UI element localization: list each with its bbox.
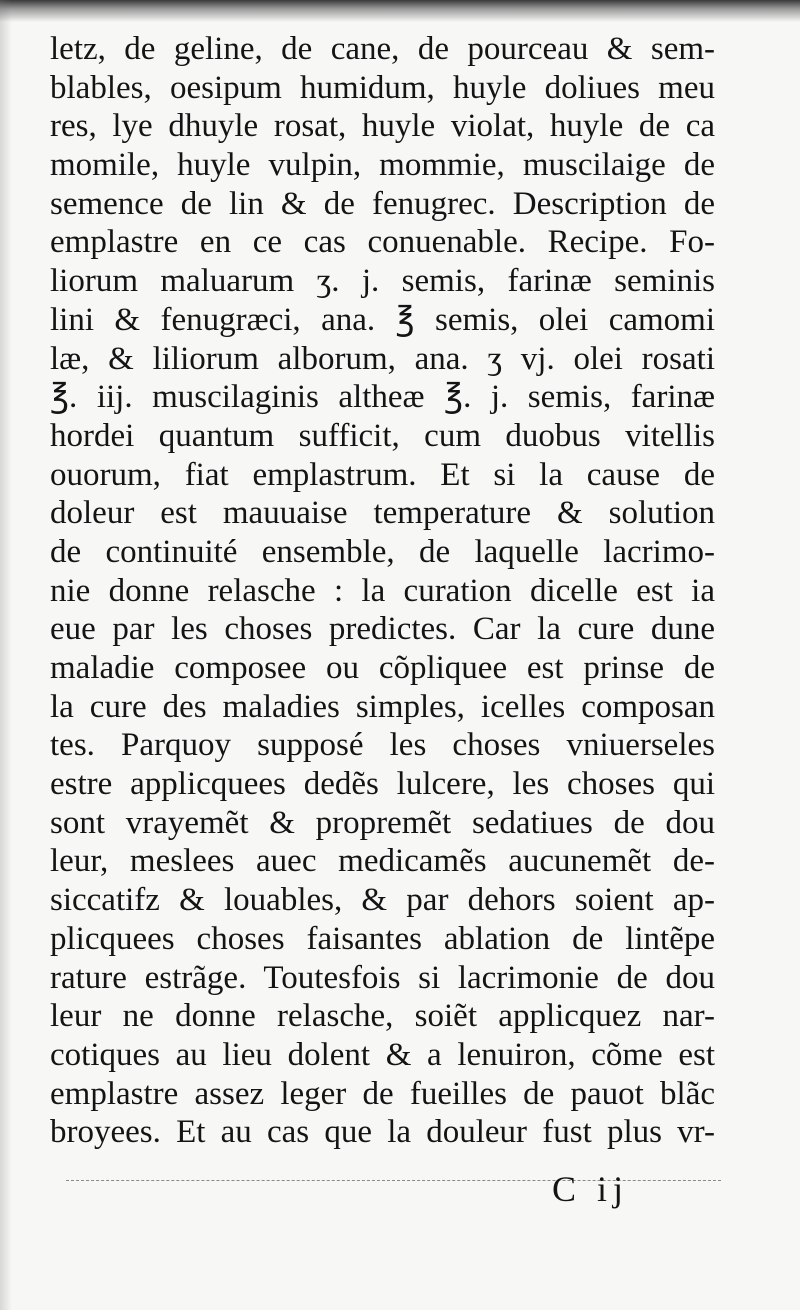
body-text — [50, 30, 715, 1152]
text-line: momile, huyle vulpin, mommie, muscilaige de — [50, 147, 715, 184]
text-line: maladie composee ou cõpliquee est prinse de — [50, 650, 715, 686]
text-line: la cure des maladies simples, icelles composan — [50, 688, 715, 725]
text-line: plicquees choses faisantes ablation de lintẽpe — [50, 920, 715, 957]
text-line: nie donne relasche : la curation dicelle est ia — [50, 572, 715, 609]
signature-mark: C ij — [552, 1169, 630, 1209]
text-line: res, lye dhuyle rosat, huyle violat, huyle de ca — [50, 108, 715, 145]
text-line: hordei quantum sufficit, cum duobus vitellis — [50, 417, 715, 454]
text-line: sont vrayemẽt & propremẽt sedatiues de dou — [50, 804, 715, 841]
text-line: de continuité ensemble, de laquelle lacrimo- — [50, 533, 715, 570]
text-line: estre applicquees dedẽs lulcere, les choses qui — [50, 766, 715, 803]
page-top-shadow — [0, 0, 800, 22]
text-line: siccatifz & louables, & par dehors soient ap- — [50, 882, 715, 919]
text-line: liorum maluarum ʒ. j. semis, farinæ seminis — [50, 263, 715, 300]
text-line: broyees. Et au cas que la douleur fust plus vr- — [50, 1114, 715, 1151]
text-line: letz, de geline, de cane, de pourceau & sem- — [50, 31, 715, 67]
text-line: emplastre assez leger de fueilles de pauot blãc — [50, 1075, 715, 1112]
text-line: ouorum, fiat emplastrum. Et si la cause de — [50, 456, 715, 493]
text-line: eue par les choses predictes. Car la cure dune — [50, 611, 715, 648]
text-line: ℥. iij. muscilaginis altheæ ℥. j. semis, farinæ — [50, 379, 715, 416]
text-line: emplastre en ce cas conuenable. Recipe. Fo- — [50, 224, 715, 261]
text-line: leur, meslees auec medicamẽs aucunemẽt de- — [50, 843, 715, 880]
text-line: tes. Parquoy supposé les choses vniuerseles — [50, 727, 715, 764]
text-line: semence de lin & de fenugrec. Description de — [50, 185, 715, 222]
page-gutter-shadow — [0, 0, 12, 1310]
text-line: cotiques au lieu dolent & a lenuiron, cõme est — [50, 1036, 715, 1073]
text-line: lini & fenugræci, ana. ℥ semis, olei camomi — [50, 301, 715, 338]
text-line: leur ne donne relasche, soiẽt applicquez nar- — [50, 998, 715, 1035]
text-line: rature estrãge. Toutesfois si lacrimonie de dou — [50, 959, 715, 996]
text-line: doleur est mauuaise temperature & solution — [50, 495, 715, 532]
text-line: blables, oesipum humidum, huyle doliues meu — [50, 69, 715, 106]
text-line: læ, & liliorum alborum, ana. ʒ vj. olei rosati — [50, 340, 715, 377]
